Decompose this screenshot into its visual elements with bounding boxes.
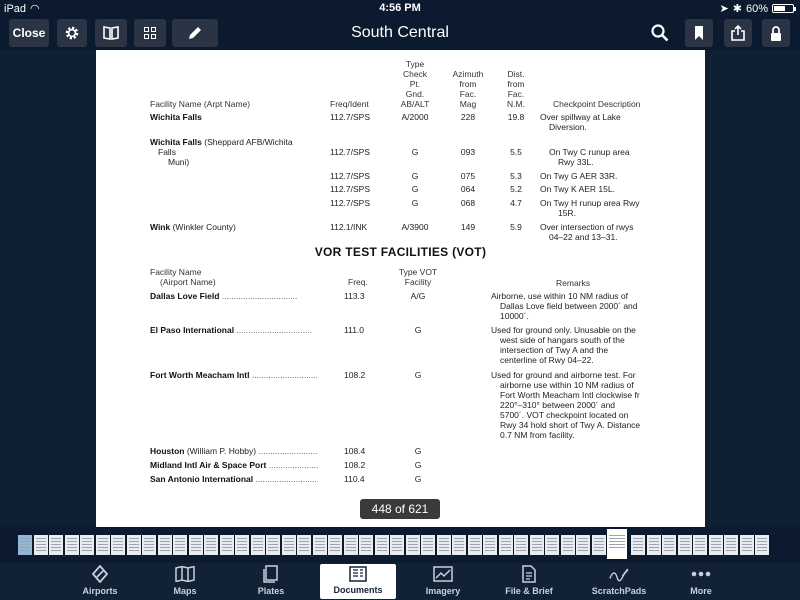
checkpoint-az: 064 [460,184,476,194]
vot-type: G [414,446,422,456]
checkpoint-dist: 5.5 [510,147,522,157]
gear-icon [64,25,80,41]
page-thumbnail[interactable] [576,535,590,555]
page-thumbnail[interactable] [631,535,645,555]
bookmark-button[interactable] [685,19,713,47]
tab-more[interactable]: More [663,563,739,600]
search-icon [651,24,669,42]
page-thumbnail[interactable] [142,535,156,555]
tab-documents[interactable]: Documents [320,564,396,599]
lock-icon [770,26,782,41]
checkpoint-freq: 112.1/INK [330,222,368,232]
page-thumbnail[interactable] [724,535,738,555]
book-button[interactable] [95,19,127,47]
vot-name: San Antonio International ..... [150,474,318,484]
vot-type: A/G [410,291,426,301]
page-thumbnail[interactable] [390,535,404,555]
checkpoint-dist: 19.8 [507,112,525,122]
toolbar [0,16,800,50]
checkpoint-type: A/2000 [401,112,429,122]
page-thumbnail[interactable] [530,535,544,555]
location-icon: ➤ [719,3,729,15]
checkpoint-type: G [411,184,419,194]
checkpoint-dist: 5.9 [510,222,522,232]
page-thumbnail[interactable] [483,535,497,555]
grid-icon [144,27,156,39]
pencil-icon [187,25,203,41]
page-thumbnail[interactable] [18,535,32,555]
page-thumbnail[interactable] [313,535,327,555]
battery-icon [772,4,794,13]
vot-header-type: Type VOT Facility [398,267,438,287]
checkpoint-az: 228 [460,112,476,122]
checkpoint-freq: 112.7/SPS [330,171,371,181]
bookmark-icon [694,26,704,40]
checkpoint-az: 068 [460,198,476,208]
checkpoint-name: Wichita Falls [150,112,202,122]
lock-button[interactable] [762,19,790,47]
settings-button[interactable] [57,19,87,47]
vot-header-facility: Facility Name (Airport Name) [150,267,216,287]
page-thumbnail[interactable] [740,535,754,555]
page-thumbnail[interactable] [297,535,311,555]
vot-freq: 110.4 [344,474,365,484]
scratchpad-icon [609,564,629,584]
tab-plates[interactable]: Plates [233,563,309,600]
thumbnail-strip[interactable] [0,527,800,563]
page-thumbnail[interactable] [592,535,606,555]
tab-scratchpads[interactable]: ScratchPads [576,563,662,600]
header-azimuth: Azimuth from Fac. Mag [452,69,484,109]
vot-name: Midland Intl Air & Space Port ..... [150,460,318,470]
header-type: Type Check Pt. Gnd. AB/ALT [400,59,430,109]
header-facility: Facility Name (Arpt Name) [150,99,251,109]
checkpoint-type: G [411,171,419,181]
vot-name: Dallas Love Field ..... [150,291,318,301]
checkpoint-desc: Over spillway at Lake Diversion. [540,112,621,132]
page-thumbnail[interactable] [514,535,528,555]
page-thumbnail[interactable] [189,535,203,555]
checkpoint-az: 093 [460,147,476,157]
page-thumbnail[interactable] [65,535,79,555]
page-thumbnail[interactable] [662,535,676,555]
page-thumbnail[interactable] [80,535,94,555]
checkpoint-dist: 5.2 [510,184,522,194]
tab-maps[interactable]: Maps [147,563,223,600]
vot-type: G [414,460,422,470]
battery-percent: 60% [745,2,768,15]
checkpoint-desc: On Twy K AER 15L. [540,184,615,194]
vot-freq: 108.2 [344,370,366,380]
checkpoint-freq: 112.7/SPS [330,147,371,157]
page-thumbnail[interactable] [421,535,435,555]
page-thumbnail[interactable] [220,535,234,555]
page-thumbnail[interactable] [111,535,125,555]
book-icon [103,26,119,40]
documents-icon [348,564,368,583]
page-thumbnail[interactable] [282,535,296,555]
vot-remarks: Airborne, use within 10 NM radius of Dallas Love field between 2000´ and 10000´. [491,291,638,321]
tab-airports[interactable]: Airports [62,563,138,600]
document-title: South Central [351,24,449,41]
plates-icon [261,564,281,584]
checkpoint-type: G [411,198,419,208]
checkpoint-desc: Over intersection of rwys 04–22 and 13–31. [540,222,634,242]
page-thumbnail[interactable] [359,535,373,555]
page-thumbnail[interactable] [406,535,420,555]
header-freq: Freq/Ident [330,99,369,109]
page-thumbnail[interactable] [204,535,218,555]
checkpoint-freq: 112.7/SPS [330,184,371,194]
page-thumbnail[interactable] [468,535,482,555]
page-thumbnail[interactable] [545,535,559,555]
vot-type: G [414,474,422,484]
page-thumbnail[interactable] [251,535,265,555]
close-button[interactable]: Close [9,19,49,47]
vot-freq: 108.4 [344,446,366,456]
checkpoint-desc: On Twy C runup area Rwy 33L. [549,147,630,167]
page-thumbnail[interactable] [158,535,172,555]
page-thumbnail[interactable] [328,535,342,555]
page-thumbnail[interactable] [266,535,280,555]
share-icon [731,25,745,41]
status-time: 4:56 PM [379,2,421,14]
page-thumbnail[interactable] [709,535,723,555]
checkpoint-type: G [411,147,419,157]
vot-remarks: Used for ground and airborne test. For airborne use within 10 NM radius of Fort Worth Meacham Intl clockwise fr 220°–310° between 2000´ and 5700´. VOT checkpoint located on Rwy 34 hold short of Twy A. Distance 0.7 NM from facility. [491,370,641,440]
page-thumbnail[interactable] [127,535,141,555]
tab-imagery[interactable]: Imagery [405,563,481,600]
page-thumbnail[interactable] [647,535,661,555]
imagery-icon [433,564,453,584]
checkpoint-name: Wink (Winkler County) [150,222,236,232]
page-thumbnail[interactable] [375,535,389,555]
page-thumbnail[interactable] [755,535,769,555]
page-thumbnail[interactable] [173,535,187,555]
section-title: VOR TEST FACILITIES (VOT) [314,245,487,259]
page-thumbnail[interactable] [437,535,451,555]
device-name: iPad ◠ [4,3,40,15]
checkpoint-freq: 112.7/SPS [330,198,371,208]
page-thumbnail[interactable] [96,535,110,555]
airport-icon [90,564,110,584]
tab-file-brief[interactable]: File & Brief [491,563,567,600]
checkpoint-name: Wichita Falls (Sheppard AFB/Wichita Falls Muni) [150,137,293,167]
page-thumbnail[interactable] [499,535,513,555]
vot-freq: 111.0 [344,325,365,335]
checkpoint-freq: 112.7/SPS [330,112,371,122]
page-thumbnail[interactable] [49,535,63,555]
vot-type: G [414,325,422,335]
checkpoint-desc: On Twy H runup area Rwy 15R. [540,198,640,218]
status-bar [0,0,800,16]
checkpoint-type: A/3900 [401,222,429,232]
file-brief-icon [519,564,539,584]
page-thumbnail[interactable] [344,535,358,555]
checkpoint-az: 149 [460,222,476,232]
grid-view-button[interactable] [134,19,166,47]
tab-bar [0,563,800,600]
document-viewer[interactable] [0,50,800,527]
bluetooth-icon: ✱ [732,3,742,15]
vot-name: Fort Worth Meacham Intl ..... [150,370,318,380]
checkpoint-dist: 4.7 [510,198,522,208]
page-thumbnail[interactable] [607,529,627,559]
checkpoint-az: 075 [460,171,476,181]
header-distance: Dist. from Fac. N.M. [507,69,525,109]
document-page[interactable] [96,50,705,527]
checkpoint-desc: On Twy G AER 33R. [540,171,618,181]
page-thumbnail[interactable] [235,535,249,555]
annotate-button[interactable] [172,19,218,47]
vot-remarks: Used for ground only. Unusable on the west side of hangars south of the intersection of Twy A and the centerline of Rwy 04–22. [491,325,636,365]
wifi-icon: ◠ [30,3,40,15]
page-counter: 448 of 621 [360,499,440,519]
vot-type: G [414,370,422,380]
vot-freq: 108.2 [344,460,366,470]
vot-header-remarks: Remarks [556,278,591,288]
page-thumbnail[interactable] [678,535,692,555]
header-description: Checkpoint Description [553,99,641,109]
page-thumbnail[interactable] [34,535,48,555]
page-thumbnail[interactable] [452,535,466,555]
vot-freq: 113.3 [344,291,365,301]
vot-name: Houston (William P. Hobby) ..... [150,446,318,456]
search-button[interactable] [646,19,674,47]
vot-header-freq: Freq. [348,277,368,287]
share-button[interactable] [724,19,752,47]
map-icon [175,564,195,584]
page-thumbnail[interactable] [693,535,707,555]
page-thumbnail[interactable] [561,535,575,555]
checkpoint-dist: 5.3 [510,171,522,181]
more-icon [691,564,711,584]
vot-name: El Paso International ..... [150,325,318,335]
